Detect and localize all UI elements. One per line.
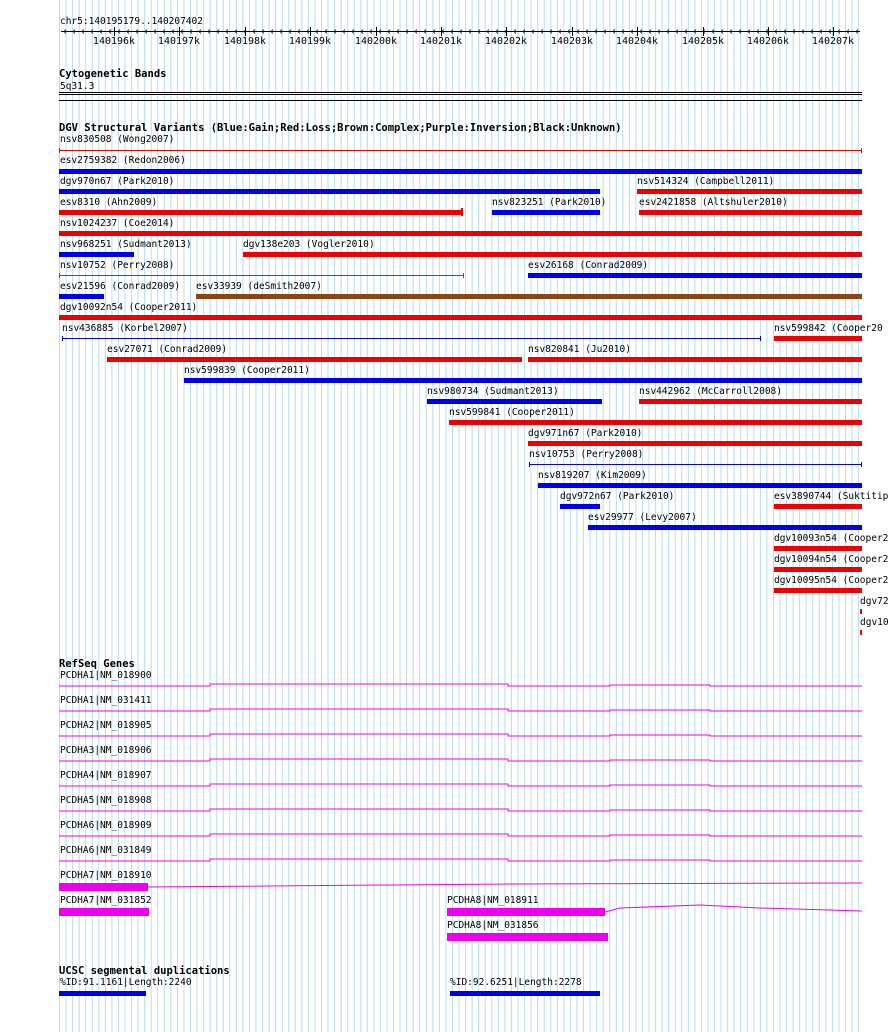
dgv-feature-label[interactable]: nsv436885 (Korbel2007) [62,323,188,334]
dgv-feature-label[interactable]: dgv10092n54 (Cooper2011) [60,302,198,313]
segdup-track-title[interactable]: UCSC segmental duplications [59,965,230,977]
refseq-gene-label[interactable]: PCDHA4|NM_018907 [60,770,152,781]
dgv-feature-label[interactable]: esv27071 (Conrad2009) [107,344,228,355]
dgv-feature-label[interactable]: esv2759382 (Redon2006) [60,155,186,166]
dgv-feature-bar[interactable] [243,252,862,257]
dgv-feature-label[interactable]: nsv830508 (Wong2007) [60,134,175,145]
dgv-feature-label[interactable]: dgv971n67 (Park2010) [528,428,643,439]
dgv-feature-bar[interactable] [774,588,862,593]
dgv-feature-label[interactable]: nsv599839 (Cooper2011) [184,365,310,376]
refseq-gene-label[interactable]: PCDHA6|NM_018909 [60,820,152,831]
dgv-feature-label[interactable]: esv33939 (deSmith2007) [196,281,322,292]
segdup-bar[interactable] [59,991,146,996]
dgv-feature-label[interactable]: esv3890744 (Suktitip [774,491,889,502]
dgv-feature-label[interactable]: nsv599842 (Cooper20 [774,323,883,334]
dgv-feature-bar[interactable] [449,420,862,425]
refseq-track-title[interactable]: RefSeq Genes [59,658,135,670]
segdup-label[interactable]: %ID:91.1161|Length:2240 [60,977,192,988]
refseq-gene-label[interactable]: PCDHA5|NM_018908 [60,795,152,806]
dgv-feature-tick[interactable] [860,609,862,614]
refseq-gene-exon[interactable] [59,908,149,916]
ruler-tick-label: 140200k [354,36,398,47]
dgv-feature-label[interactable]: dgv10095n54 (Cooper2 [774,575,889,586]
dgv-feature-bar[interactable] [528,357,862,362]
dgv-feature-bar[interactable] [427,399,602,404]
dgv-feature-bar[interactable] [184,378,862,383]
cytoband-track-title[interactable]: Cytogenetic Bands [59,68,167,80]
dgv-feature-label[interactable]: dgv10094n54 (Cooper2 [774,554,889,565]
refseq-gene-label[interactable]: PCDHA2|NM_018905 [60,720,152,731]
refseq-gene-intron[interactable] [59,859,862,861]
refseq-gene-label[interactable]: PCDHA7|NM_031852 [60,895,152,906]
refseq-gene-label[interactable]: PCDHA6|NM_031849 [60,845,152,856]
refseq-gene-intron [148,883,862,887]
ruler-tick-label: 140198k [223,36,267,47]
refseq-gene-label[interactable]: PCDHA1|NM_018900 [60,670,152,681]
ruler-tick-label: 140196k [92,36,136,47]
dgv-feature-label[interactable]: nsv514324 (Campbell2011) [637,176,775,187]
segdup-bar[interactable] [450,991,600,996]
dgv-feature-bar[interactable] [492,210,600,215]
refseq-gene-intron [605,905,862,912]
dgv-feature-bar[interactable] [588,525,862,530]
refseq-gene-label[interactable]: PCDHA8|NM_018911 [447,895,539,906]
dgv-feature-label[interactable]: dgv72 [860,596,889,607]
dgv-feature-label[interactable]: esv21596 (Conrad2009) [60,281,181,292]
dgv-feature-label[interactable]: dgv138e203 (Vogler2010) [243,239,375,250]
ruler-tick-label: 140203k [550,36,594,47]
dgv-feature-bar[interactable] [774,567,862,572]
dgv-feature-label[interactable]: esv29977 (Levy2007) [588,512,697,523]
ruler-tick-label: 140201k [419,36,463,47]
dgv-feature-bar[interactable] [59,231,862,236]
dgv-feature-bar[interactable] [774,546,862,551]
dgv-feature-bar[interactable] [59,210,462,215]
ruler-tick-label: 140207k [811,36,855,47]
refseq-gene-label[interactable]: PCDHA3|NM_018906 [60,745,152,756]
segdup-label[interactable]: %ID:92.6251|Length:2278 [450,977,582,988]
dgv-feature-label[interactable]: esv26168 (Conrad2009) [528,260,649,271]
dgv-track-title[interactable]: DGV Structural Variants (Blue:Gain;Red:Loss;Brown:Complex;Purple:Inversion;Black:Unknown) [59,122,622,134]
dgv-feature-bar[interactable] [774,336,862,341]
dgv-feature-tick[interactable] [860,630,862,635]
dgv-feature-end [461,208,463,216]
refseq-gene-intron[interactable] [59,709,862,711]
refseq-gene-label[interactable]: PCDHA7|NM_018910 [60,870,152,881]
dgv-feature-bar[interactable] [637,189,862,194]
dgv-feature-bar[interactable] [528,273,862,278]
refseq-gene-exon[interactable] [59,883,148,891]
refseq-gene-label[interactable]: PCDHA1|NM_031411 [60,695,152,706]
dgv-feature-bar[interactable] [107,357,522,362]
refseq-gene-intron[interactable] [59,759,862,761]
refseq-gene-label[interactable]: PCDHA8|NM_031856 [447,920,539,931]
ruler-tick-label: 140205k [681,36,725,47]
dgv-feature-label[interactable]: nsv980734 (Sudmant2013) [427,386,559,397]
dgv-feature-label[interactable]: dgv970n67 (Park2010) [60,176,175,187]
ruler-tick-label: 140202k [484,36,528,47]
dgv-feature-bar[interactable] [639,210,862,215]
dgv-feature-bar[interactable] [639,399,862,404]
location-label: chr5:140195179..140207402 [60,16,203,27]
cytoband-label[interactable]: 5q31.3 [60,81,95,92]
dgv-feature-label[interactable]: dgv10 [860,617,889,628]
dgv-feature-label[interactable]: nsv599841 (Cooper2011) [449,407,575,418]
dgv-feature-label[interactable]: nsv820841 (Ju2010) [528,344,631,355]
dgv-feature-bar[interactable] [59,294,104,299]
dgv-feature-bar[interactable] [59,189,600,194]
refseq-gene-intron[interactable] [59,734,862,736]
dgv-feature-label[interactable]: nsv442962 (McCarroll2008) [639,386,782,397]
dgv-feature-bar[interactable] [538,483,862,488]
dgv-feature-label[interactable]: nsv819207 (Kim2009) [538,470,647,481]
refseq-gene-intron[interactable] [59,784,862,786]
ruler-tick-label: 140204k [615,36,659,47]
refseq-gene-exon[interactable] [447,908,605,916]
dgv-feature-label[interactable]: esv2421858 (Altshuler2010) [639,197,788,208]
dgv-feature-bar[interactable] [528,441,862,446]
dgv-feature-bar[interactable] [196,294,862,299]
refseq-gene-intron[interactable] [59,684,862,686]
dgv-feature-bar[interactable] [59,169,862,174]
ruler-tick-label: 140197k [157,36,201,47]
dgv-feature-label[interactable]: nsv823251 (Park2010) [492,197,607,208]
ruler-tick-label: 140206k [746,36,790,47]
dgv-feature-label[interactable]: nsv10753 (Perry2008) [529,449,644,460]
refseq-gene-intron[interactable] [59,834,862,836]
ruler-tick-label: 140199k [288,36,332,47]
dgv-feature-label[interactable]: nsv968251 (Sudmant2013) [60,239,192,250]
dgv-feature-label[interactable]: nsv10752 (Perry2008) [60,260,175,271]
dgv-feature-bar[interactable] [774,504,862,509]
dgv-feature-bar[interactable] [560,504,600,509]
dgv-feature-label[interactable]: dgv10093n54 (Cooper2 [774,533,889,544]
dgv-feature-label[interactable]: esv8310 (Ahn2009) [60,197,158,208]
dgv-feature-label[interactable]: nsv1024237 (Coe2014) [60,218,175,229]
dgv-feature-label[interactable]: dgv972n67 (Park2010) [560,491,675,502]
dgv-feature-bar[interactable] [59,315,862,320]
dgv-feature-bar[interactable] [59,252,134,257]
refseq-gene-exon[interactable] [447,933,608,941]
refseq-gene-intron[interactable] [59,809,862,811]
